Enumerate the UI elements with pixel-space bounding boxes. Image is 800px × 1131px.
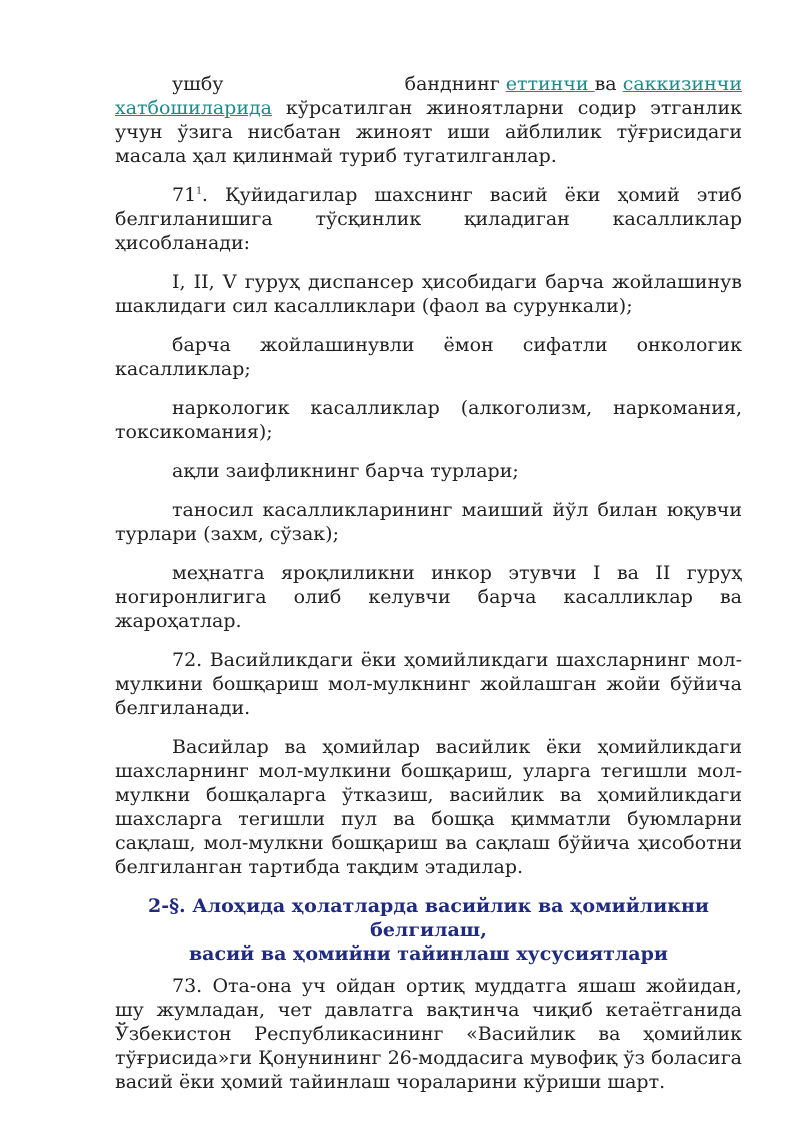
word: ва	[594, 73, 617, 95]
heading-line: 2-§. Алоҳида ҳолатларда васийлик ва ҳомийликни белгилаш,	[147, 895, 709, 941]
paragraph-continuation	[115, 72, 742, 168]
first-line	[115, 72, 742, 96]
word: банднинг	[404, 73, 500, 95]
paragraph-text: кўрсатилган жиноятларни содир этганлик учун ўзига нисбатан жиноят иши айблилик тўғрисидаги масала ҳал қилинмай туриб тугатилганлар.	[115, 97, 742, 167]
paragraph-72: 72. Васийликдаги ёки ҳомийликдаги шахсларнинг мол-мулкини бошқариш мол-мулкнинг жойлашган жойи бўйича белгиланади.	[115, 649, 742, 719]
document-page	[115, 72, 742, 1109]
list-item-tuberculosis: I, II, V гуруҳ диспансер ҳисобидаги барча жойлашинув шаклидаги сил касалликлари (фаол ва сурункали);	[115, 271, 742, 317]
line-tail	[348, 72, 742, 96]
list-item-mental: ақли заифликнинг барча турлари;	[172, 460, 519, 482]
superscript: 1	[196, 186, 202, 197]
word: ушбу	[172, 73, 224, 95]
heading-line: васий ва ҳомийни тайинлаш хусусиятлари	[188, 943, 668, 965]
section-heading	[115, 894, 742, 966]
link-eighth[interactable]: саккизинчи	[622, 73, 742, 95]
list-item-disability: меҳнатга яроқлиликни инкор этувчи I ва II гуруҳ ногиронлигига олиб келувчи барча касалликлар ва жароҳатлар.	[115, 562, 742, 632]
paragraph-rest	[115, 96, 742, 168]
list-item-narcology: наркологик касалликлар (алкоголизм, наркомания, токсикомания);	[115, 397, 742, 443]
link-paragraphs[interactable]: хатбошиларида	[115, 97, 273, 119]
list-item-venereal: таносил касалликларининг маиший йўл билан юқувчи турлари (захм, сўзак);	[115, 499, 742, 545]
clause-number: 71	[172, 184, 197, 206]
list-item-oncology: барча жойлашинувли ёмон сифатли онкологик касалликлар;	[115, 334, 742, 380]
paragraph-guardians-duties: Васийлар ва ҳомийлар васийлик ёки ҳомийликдаги шахсларнинг мол-мулкини бошқариш, уларга тегишли мол-мулкни бошқаларга ўтказиш, васийлик ва ҳомийликдаги шахсларга тегишли пул ва бошқа қимматли буюмларни сақлаш, мол-мулкни бошқариш ва сақлаш бўйича ҳисоботни белгиланган тартибда тақдим этадилар.	[115, 736, 742, 878]
paragraph-73: 73. Ота-она уч ойдан ортиқ муддатга яшаш жойидан, шу жумладан, чет давлатга вақтинча чиқиб кетаётганида Ўзбекистон Республикасининг «Васийлик ва ҳомийлик тўғрисида»ги Қонунининг 26-моддасига мувофиқ ўз боласига васий ёки ҳомий тайинлаш чораларини кўриши шарт.	[115, 975, 742, 1093]
link-seventh[interactable]: еттинчи	[505, 73, 595, 95]
paragraph-text: . Қуйидагилар шахснинг васий ёки ҳомий этиб белгиланишига тўсқинлик қиладиган касалликлар ҳисобланади:	[115, 184, 742, 254]
paragraph-71-1	[115, 183, 742, 255]
